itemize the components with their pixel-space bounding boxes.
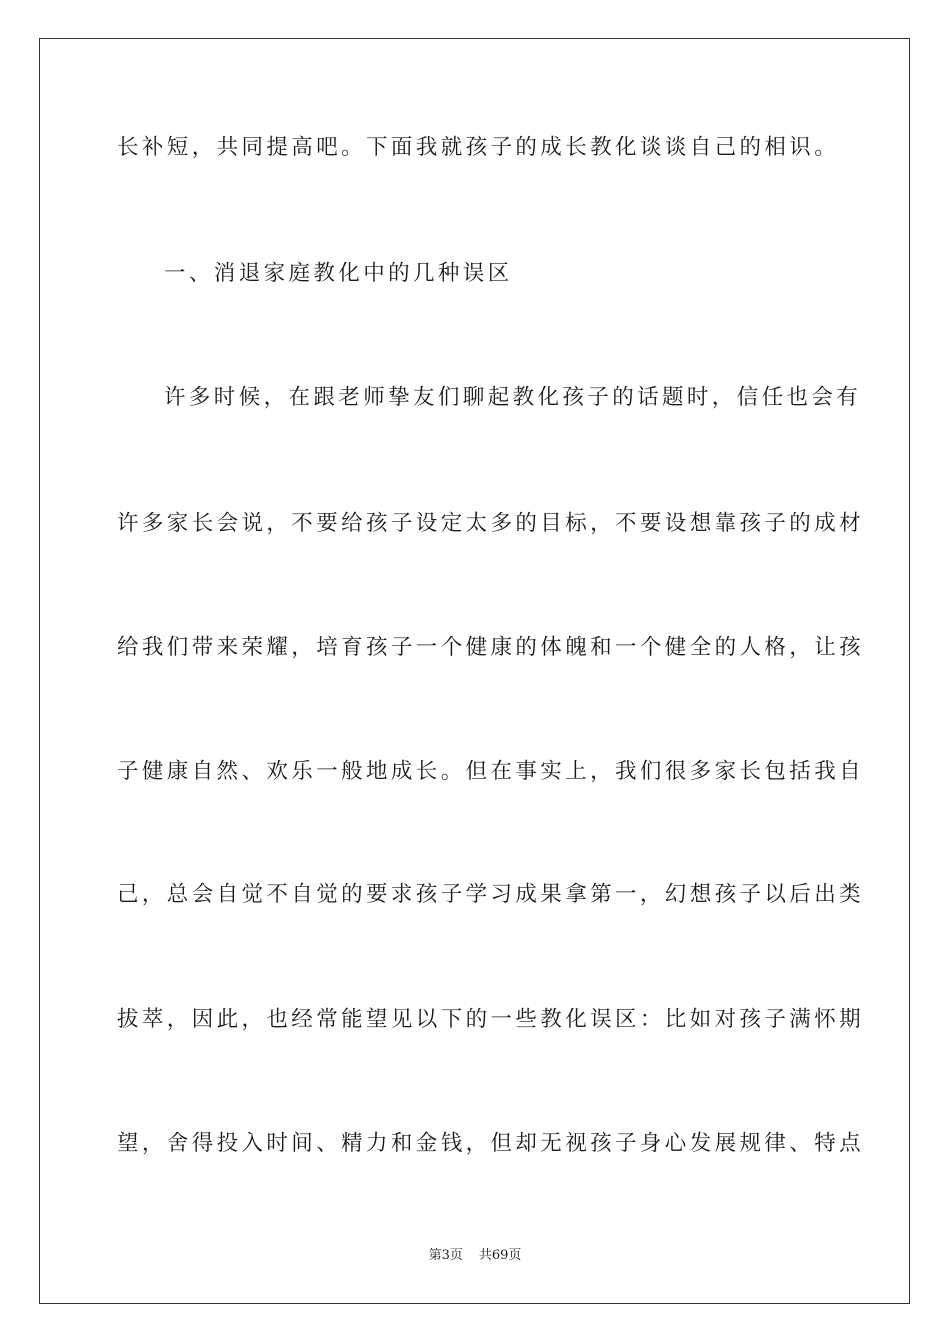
body-line-8: 拔萃，因此，也经常能望见以下的一些教化误区：比如对孩子满怀期 bbox=[117, 1007, 865, 1032]
body-line-6: 子健康自然、欢乐一般地成长。但在事实上，我们很多家长包括我自 bbox=[117, 759, 865, 784]
body-line-3: 许多时候，在跟老师挚友们聊起教化孩子的话题时，信任也会有 bbox=[164, 385, 862, 410]
page-footer bbox=[0, 1247, 950, 1265]
body-line-9: 望，舍得投入时间、精力和金钱，但却无视孩子身心发展规律、特点 bbox=[117, 1131, 865, 1156]
page-border bbox=[39, 38, 910, 1304]
current-page-number: 第3页 bbox=[428, 1248, 463, 1263]
body-line-4: 许多家长会说，不要给孩子设定太多的目标，不要设想靠孩子的成材 bbox=[117, 511, 865, 536]
total-page-count: 共69页 bbox=[478, 1248, 522, 1263]
body-line-7: 己，总会自觉不自觉的要求孩子学习成果拿第一，幻想孩子以后出类 bbox=[117, 882, 865, 907]
section-heading: 一、消退家庭教化中的几种误区 bbox=[164, 261, 513, 286]
body-line-1: 长补短，共同提高吧。下面我就孩子的成长教化谈谈自己的相识。 bbox=[117, 135, 840, 160]
body-line-5: 给我们带来荣耀，培育孩子一个健康的体魄和一个健全的人格，让孩 bbox=[117, 635, 865, 660]
